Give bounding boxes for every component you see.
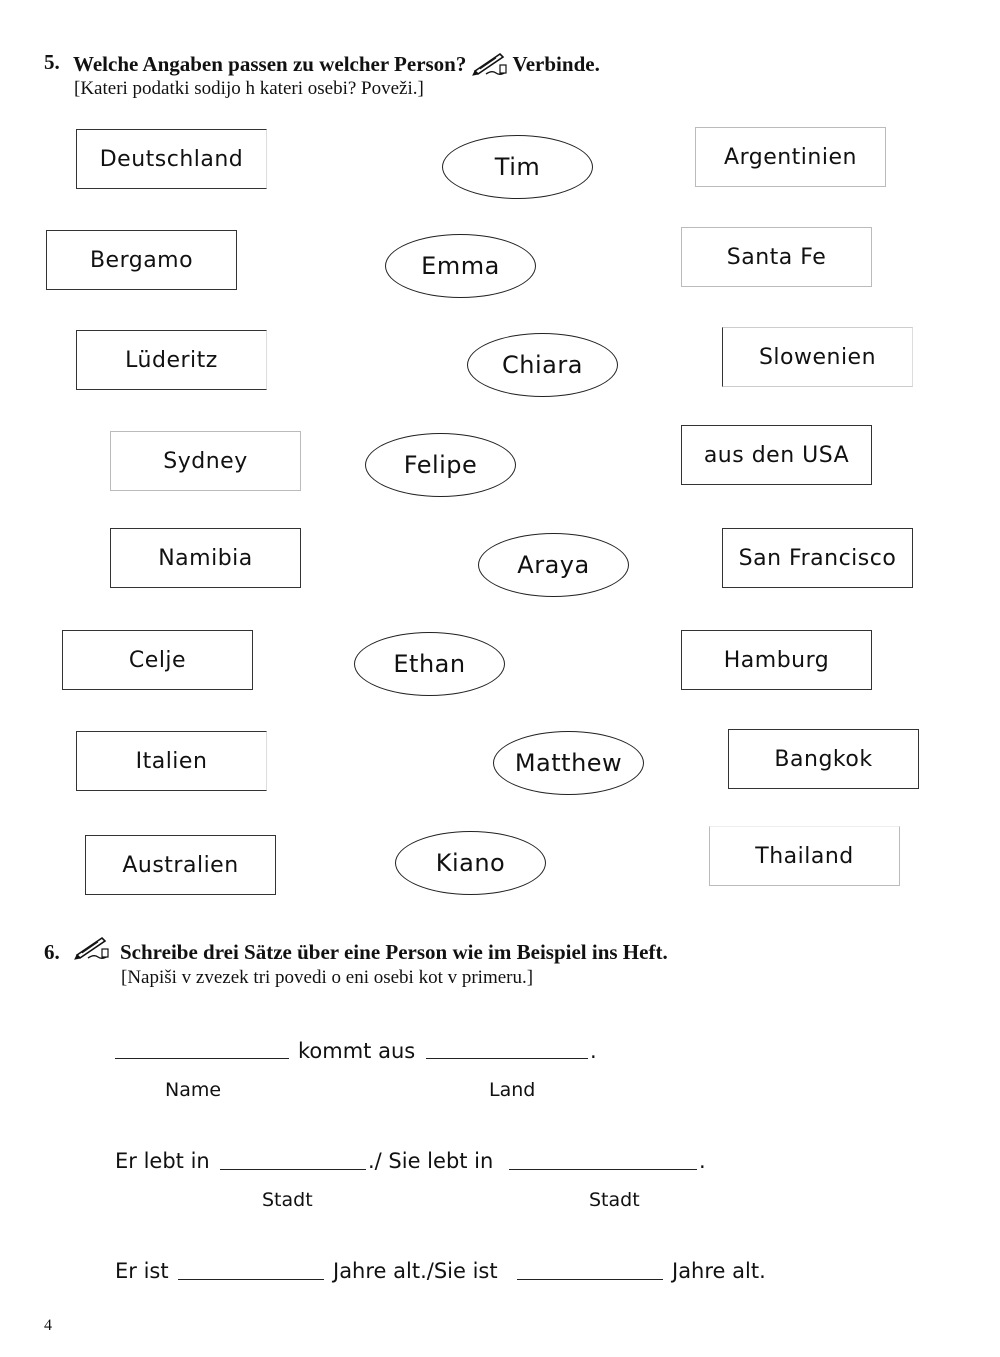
right-box-1: Argentinien: [695, 127, 886, 187]
blank-age-2[interactable]: [517, 1279, 663, 1280]
right-box-8: Thailand: [709, 826, 900, 886]
name-oval-8: Kiano: [395, 831, 546, 895]
left-box-8: Australien: [85, 835, 276, 895]
blank-name[interactable]: [115, 1058, 289, 1059]
name-oval-7: Matthew: [493, 731, 644, 795]
line1-middle: kommt aus: [298, 1039, 416, 1063]
caption-name: Name: [165, 1079, 222, 1101]
pencil-writing-icon: [74, 934, 110, 964]
left-box-7: Italien: [76, 731, 267, 791]
exercise-6-title: Schreibe drei Sätze über eine Person wie im Beispiel ins Heft.: [120, 940, 668, 964]
line2-start: Er lebt in: [115, 1149, 210, 1173]
line3-end: Jahre alt.: [672, 1259, 766, 1283]
pencil-writing-icon: [472, 50, 508, 82]
left-box-3: Lüderitz: [76, 330, 267, 390]
right-box-7: Bangkok: [728, 729, 919, 789]
caption-stadt-1: Stadt: [262, 1189, 313, 1211]
right-box-2: Santa Fe: [681, 227, 872, 287]
blank-land[interactable]: [426, 1058, 588, 1059]
left-box-2: Bergamo: [46, 230, 237, 290]
exercise-6-subtitle: [Napiši v zvezek tri povedi o eni osebi kot v primeru.]: [121, 967, 534, 988]
right-box-5: San Francisco: [722, 528, 913, 588]
exercise-5-number: 5.: [44, 50, 60, 74]
line3-start: Er ist: [115, 1259, 169, 1283]
name-oval-4: Felipe: [365, 433, 516, 497]
caption-land: Land: [489, 1079, 536, 1101]
blank-stadt-2[interactable]: [509, 1169, 697, 1170]
name-oval-5: Araya: [478, 533, 629, 597]
caption-stadt-2: Stadt: [589, 1189, 640, 1211]
right-box-4: aus den USA: [681, 425, 872, 485]
page-number: 4: [44, 1317, 52, 1334]
name-oval-3: Chiara: [467, 333, 618, 397]
blank-age-1[interactable]: [178, 1279, 324, 1280]
right-box-6: Hamburg: [681, 630, 872, 690]
right-box-3: Slowenien: [722, 327, 913, 387]
left-box-5: Namibia: [110, 528, 301, 588]
name-oval-6: Ethan: [354, 632, 505, 696]
exercise-5-title-text: Welche Angaben passen zu welcher Person?: [73, 51, 467, 76]
line2-middle: ./ Sie lebt in: [368, 1149, 494, 1173]
name-oval-2: Emma: [385, 234, 536, 298]
left-box-4: Sydney: [110, 431, 301, 491]
left-box-1: Deutschland: [76, 129, 267, 189]
blank-stadt-1[interactable]: [220, 1169, 366, 1170]
line1-end: .: [590, 1039, 597, 1063]
exercise-5-title-end: Verbinde.: [512, 51, 600, 76]
exercise-6-number: 6.: [44, 940, 60, 964]
exercise-5-subtitle: [Kateri podatki sodijo h kateri osebi? Poveži.]: [74, 78, 424, 99]
name-oval-1: Tim: [442, 135, 593, 199]
line3-middle: Jahre alt./Sie ist: [333, 1259, 498, 1283]
left-box-6: Celje: [62, 630, 253, 690]
line2-end: .: [699, 1149, 706, 1173]
